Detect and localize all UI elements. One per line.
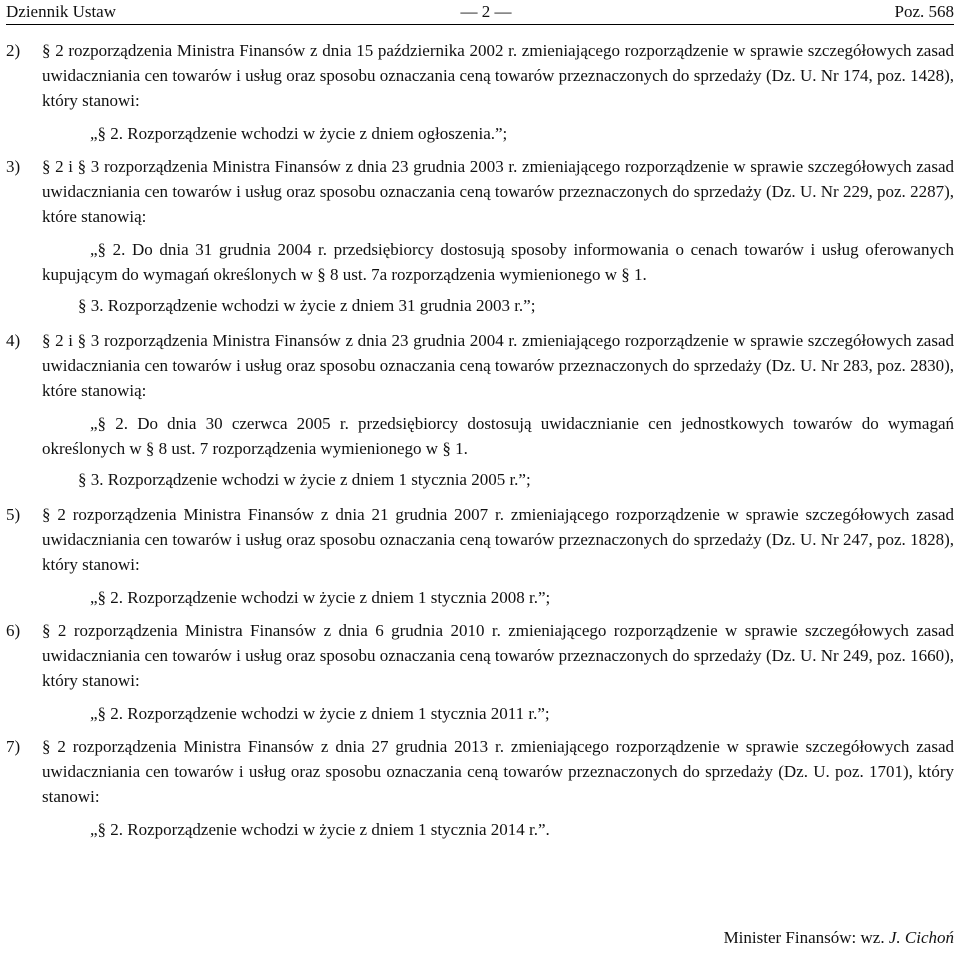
- item-number: 6): [6, 621, 21, 640]
- quoted-provision: „§ 2. Rozporządzenie wchodzi w życie z dniem ogłoszenia.”;: [90, 124, 508, 143]
- quoted-provision: „§ 2. Rozporządzenie wchodzi w życie z dniem 1 stycznia 2011 r.”;: [90, 704, 550, 723]
- list-item: [6, 154, 954, 318]
- item-number: 5): [6, 505, 21, 524]
- quoted-provision: „§ 2. Do dnia 31 grudnia 2004 r. przedsiębiorcy dostosują sposoby informowania o cenach towarów i usług oferowanych kupującym do wymagań określonych w § 8 ust. 7a rozporządzenia wymienionego w § 1.: [42, 240, 954, 284]
- item-text: § 2 rozporządzenia Ministra Finansów z dnia 6 grudnia 2010 r. zmieniającego rozporządzenie w sprawie szczegółowych zasad uwidaczniania cen towarów i usług oraz sposobu oznaczania ceną towarów przeznaczonych do sprzedaży (Dz. U. Nr 249, poz. 1660), który stanowi:: [42, 621, 954, 690]
- item-number: 7): [6, 737, 21, 756]
- signature-title: Minister Finansów: wz.: [723, 928, 885, 947]
- list-item: [6, 502, 954, 610]
- quoted-provision: § 3. Rozporządzenie wchodzi w życie z dniem 31 grudnia 2003 r.”;: [78, 296, 536, 315]
- item-number: 3): [6, 157, 21, 176]
- item-number: 4): [6, 331, 21, 350]
- page-header: [6, 0, 954, 26]
- signature-line: [724, 928, 954, 948]
- list-item: [6, 618, 954, 726]
- quoted-provision: „§ 2. Rozporządzenie wchodzi w życie z dniem 1 stycznia 2014 r.”.: [90, 820, 550, 839]
- item-text: § 2 rozporządzenia Ministra Finansów z dnia 15 października 2002 r. zmieniającego rozporządzenie w sprawie szczegółowych zasad uwidaczniania cen towarów i usług oraz sposobu oznaczania ceną towarów przeznaczonych do sprzedaży (Dz. U. Nr 174, poz. 1428), który stanowi:: [42, 41, 954, 110]
- list-item: [6, 38, 954, 146]
- position-number: Poz. 568: [894, 2, 954, 21]
- item-text: § 2 rozporządzenia Ministra Finansów z dnia 27 grudnia 2013 r. zmieniającego rozporządzenie w sprawie szczegółowych zasad uwidaczniania cen towarów i usług oraz sposobu oznaczania ceną towarów przeznaczonych do sprzedaży (Dz. U. poz. 1701), który stanowi:: [42, 737, 954, 806]
- item-number: 2): [6, 41, 21, 60]
- page-number: — 2 —: [460, 2, 512, 21]
- item-text: § 2 i § 3 rozporządzenia Ministra Finansów z dnia 23 grudnia 2003 r. zmieniającego rozporządzenie w sprawie szczegółowych zasad uwidaczniania cen towarów i usług oraz sposobu oznaczania ceną towarów przeznaczonych do sprzedaży (Dz. U. Nr 229, poz. 2287), które stanowią:: [42, 157, 954, 226]
- item-text: § 2 rozporządzenia Ministra Finansów z dnia 21 grudnia 2007 r. zmieniającego rozporządzenie w sprawie szczegółowych zasad uwidaczniania cen towarów i usług oraz sposobu oznaczania ceną towarów przeznaczonych do sprzedaży (Dz. U. Nr 247, poz. 1828), który stanowi:: [42, 505, 954, 574]
- journal-title: Dziennik Ustaw: [6, 2, 117, 21]
- header-rule: [6, 24, 954, 25]
- list-item: [6, 328, 954, 492]
- document-body: [6, 38, 954, 850]
- quoted-provision: „§ 2. Rozporządzenie wchodzi w życie z dniem 1 stycznia 2008 r.”;: [90, 588, 551, 607]
- signature-name: J. Cichoń: [888, 928, 954, 947]
- quoted-provision: § 3. Rozporządzenie wchodzi w życie z dniem 1 stycznia 2005 r.”;: [78, 470, 531, 489]
- quoted-provision: „§ 2. Do dnia 30 czerwca 2005 r. przedsiębiorcy dostosują uwidacznianie cen jednostkowych towarów do wymagań określonych w § 8 ust. 7 rozporządzenia wymienionego w § 1.: [42, 414, 954, 458]
- list-item: [6, 734, 954, 842]
- item-text: § 2 i § 3 rozporządzenia Ministra Finansów z dnia 23 grudnia 2004 r. zmieniającego rozporządzenie w sprawie szczegółowych zasad uwidaczniania cen towarów i usług oraz sposobu oznaczania ceną towarów przeznaczonych do sprzedaży (Dz. U. Nr 283, poz. 2830), które stanowią:: [42, 331, 954, 400]
